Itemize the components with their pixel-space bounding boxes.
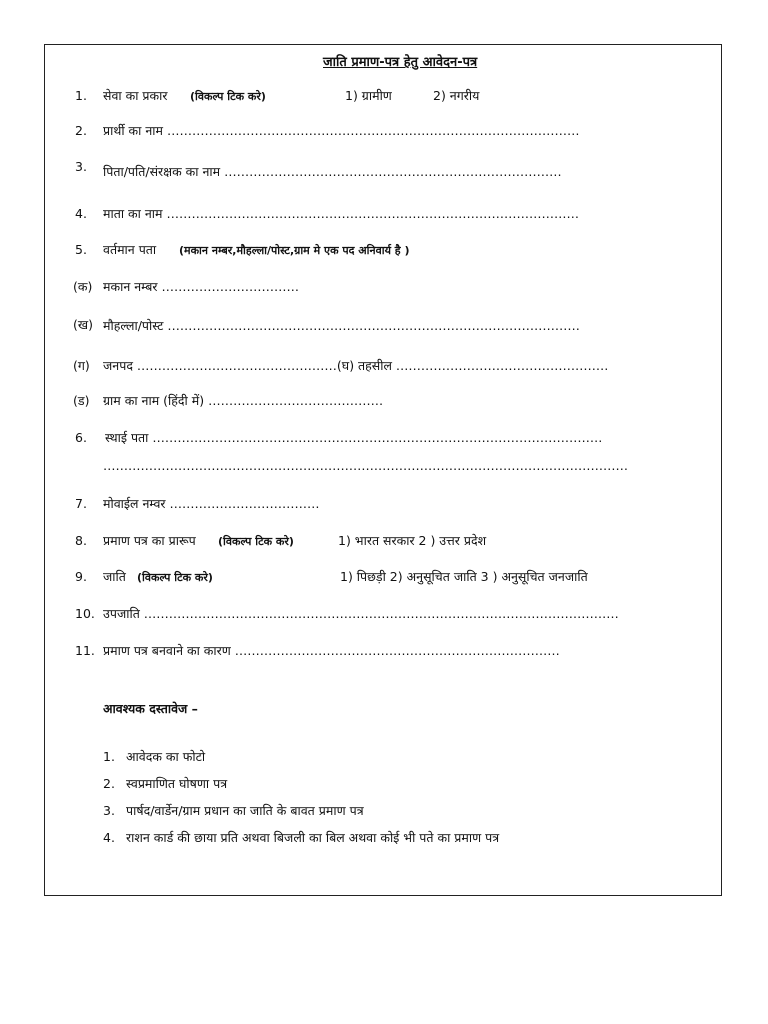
item-number: 9. bbox=[75, 569, 87, 584]
document-number: 1. bbox=[103, 749, 115, 764]
certificate-format-hint: (विकल्प टिक करे) bbox=[218, 535, 294, 548]
document-number: 4. bbox=[103, 830, 115, 845]
item-number: 5. bbox=[75, 242, 87, 257]
mother-name-field[interactable]: माता का नाम ……………………………………………………………………………………… bbox=[103, 206, 579, 221]
caste-hint: (विकल्प टिक करे) bbox=[137, 571, 213, 584]
mobile-number-field[interactable]: मोवाईल नम्वर ……………………………… bbox=[103, 496, 320, 511]
item-number: 4. bbox=[75, 206, 87, 221]
caste-options[interactable]: 1) पिछड़ी 2) अनुसूचित जाति 3 ) अनुसूचित जनजाति bbox=[340, 569, 588, 584]
guardian-name-field[interactable]: पिता/पति/संरक्षक का नाम ……………………………………………………………………… bbox=[103, 164, 562, 179]
document-item: राशन कार्ड की छाया प्रति अथवा बिजली का बिल अथवा कोई भी पते का प्रमाण पत्र bbox=[126, 830, 500, 845]
document-number: 3. bbox=[103, 803, 115, 818]
current-address-label: वर्तमान पता bbox=[103, 242, 157, 257]
item-number: 3. bbox=[75, 159, 87, 174]
certificate-format-label: प्रमाण पत्र का प्रारूप bbox=[103, 533, 196, 548]
district-tehsil-field[interactable]: जनपद …………………………………………(घ) तहसील …………………………………………… bbox=[103, 358, 609, 373]
applicant-name-field[interactable]: प्रार्थी का नाम ……………………………………………………………………………………… bbox=[103, 123, 580, 138]
service-option-rural[interactable]: 1) ग्रामीण bbox=[345, 88, 392, 103]
caste-label: जाति bbox=[103, 569, 126, 584]
village-name-field[interactable]: ग्राम का नाम (हिंदी में) …………………………………… bbox=[103, 393, 384, 408]
sub-item-marker: (ख) bbox=[73, 317, 93, 332]
reason-field[interactable]: प्रमाण पत्र बनवाने का कारण …………………………………………………………………… bbox=[103, 643, 560, 658]
certificate-format-options[interactable]: 1) भारत सरकार 2 ) उत्तर प्रदेश bbox=[338, 533, 487, 548]
document-number: 2. bbox=[103, 776, 115, 791]
permanent-address-field[interactable]: स्थाई पता ……………………………………………………………………………………………… bbox=[105, 430, 603, 445]
current-address-hint: (मकान नम्बर,मौहल्ला/पोस्ट,ग्राम मे एक पद अनिवार्य है ) bbox=[179, 244, 410, 257]
item-number: 11. bbox=[75, 643, 95, 658]
subcaste-field[interactable]: उपजाति …………………………………………………………………………………………………… bbox=[103, 606, 619, 621]
service-type-label: सेवा का प्रकार bbox=[103, 88, 168, 103]
item-number: 7. bbox=[75, 496, 87, 511]
form-title: जाति प्रमाण-पत्र हेतु आवेदन-पत्र bbox=[323, 55, 478, 70]
house-number-field[interactable]: मकान नम्बर …………………………… bbox=[103, 279, 299, 294]
item-number: 6. bbox=[75, 430, 87, 445]
sub-item-marker: (क) bbox=[73, 279, 93, 294]
required-documents-heading: आवश्यक दस्तावेज – bbox=[103, 701, 198, 716]
sub-item-marker: (ग) bbox=[73, 358, 90, 373]
document-item: स्वप्रमाणित घोषणा पत्र bbox=[126, 776, 228, 791]
sub-item-marker: (ड) bbox=[73, 393, 90, 408]
item-number: 10. bbox=[75, 606, 95, 621]
locality-post-field[interactable]: मौहल्ला/पोस्ट ……………………………………………………………………………………… bbox=[103, 318, 580, 333]
item-number: 2. bbox=[75, 123, 87, 138]
service-type-hint: (विकल्प टिक करे) bbox=[190, 90, 266, 103]
permanent-address-line2[interactable]: ……………………………………………………………………………………………………………… bbox=[103, 458, 628, 473]
service-option-urban[interactable]: 2) नगरीय bbox=[433, 88, 480, 103]
item-number: 1. bbox=[75, 88, 87, 103]
document-item: पार्षद/वार्डेन/ग्राम प्रधान का जाति के बावत प्रमाण पत्र bbox=[126, 803, 364, 818]
document-item: आवेदक का फोटो bbox=[126, 749, 206, 764]
item-number: 8. bbox=[75, 533, 87, 548]
